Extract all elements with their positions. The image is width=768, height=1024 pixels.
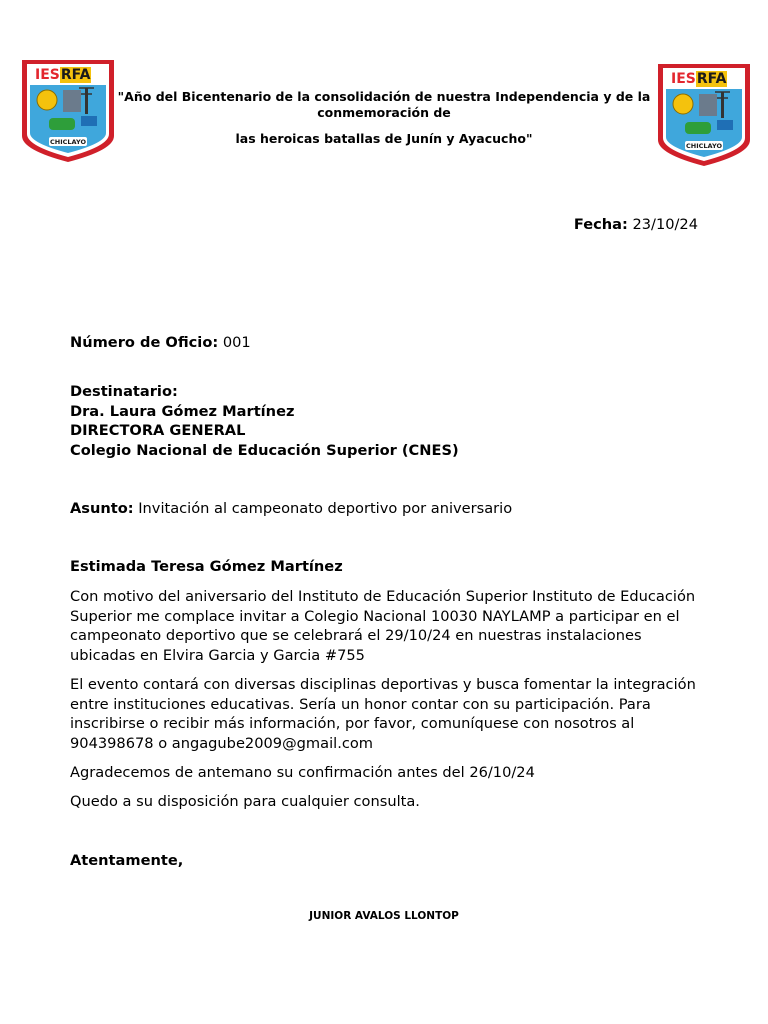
letter-paragraph-3	[70, 763, 710, 783]
recipient-label: Destinatario:	[70, 383, 178, 400]
header-line-2: las heroicas batallas de Junín y Ayacucho"	[235, 131, 533, 146]
logo-brand-b: RFA	[696, 71, 727, 87]
closing: Atentamente,	[70, 852, 184, 869]
logo-city: CHICLAYO	[686, 142, 722, 150]
date-line	[574, 216, 698, 233]
greeting: Estimada Teresa Gómez Martínez	[70, 558, 343, 575]
recipient-block	[70, 382, 710, 460]
letter-paragraph-1	[70, 587, 710, 665]
date-value: 23/10/24	[632, 216, 698, 233]
logo-brand-a: IES	[671, 71, 696, 87]
logo-brand-b: RFA	[60, 67, 91, 83]
logo-city: CHICLAYO	[50, 138, 86, 146]
logo-brand-a: IES	[35, 67, 60, 83]
recipient-name: Dra. Laura Gómez Martínez	[70, 402, 295, 420]
letter-paragraph-4	[70, 792, 710, 812]
office-number	[70, 333, 710, 353]
institution-logo-right	[655, 62, 753, 170]
header-line-1: "Año del Bicentenario de la consolidación de nuestra Independencia y de la conmemoración de	[117, 89, 651, 120]
paragraph-text: Agradecemos de antemano su confirmación antes del 26/10/24	[70, 764, 535, 781]
paragraph-text: El evento contará con diversas disciplinas deportivas y busca fomentar la integración entre instituciones educativas. Sería un honor contar con su participación. Para inscribirse o recibir más información, por favor, comuníquese con nosotros al 904398678 o angagube2009@gmail.com	[70, 676, 696, 752]
recipient-role: DIRECTORA GENERAL	[70, 422, 246, 440]
paragraph-text: Con motivo del aniversario del Instituto de Educación Superior Instituto de Educación Superior me complace invitar a Colegio Nacional 10030 NAYLAMP a participar en el campeonato deportivo que se celebrará el 29/10/24 en nuestras instalaciones ubicadas en Elvira Garcia y Garcia #755	[70, 588, 696, 664]
office-number-label: Número de Oficio:	[70, 334, 219, 351]
letter-paragraph-2	[70, 675, 710, 753]
subject-value: Invitación al campeonato deportivo por aniversario	[138, 500, 513, 517]
recipient-institution: Colegio Nacional de Educación Superior (CNES)	[70, 441, 459, 459]
subject-line	[70, 499, 710, 519]
signature-name: JUNIOR AVALOS LLONTOP	[309, 910, 459, 922]
office-number-value: 001	[222, 334, 251, 351]
subject-label: Asunto:	[70, 500, 134, 517]
paragraph-text: Quedo a su disposición para cualquier consulta.	[70, 793, 420, 810]
date-label: Fecha:	[573, 216, 628, 233]
